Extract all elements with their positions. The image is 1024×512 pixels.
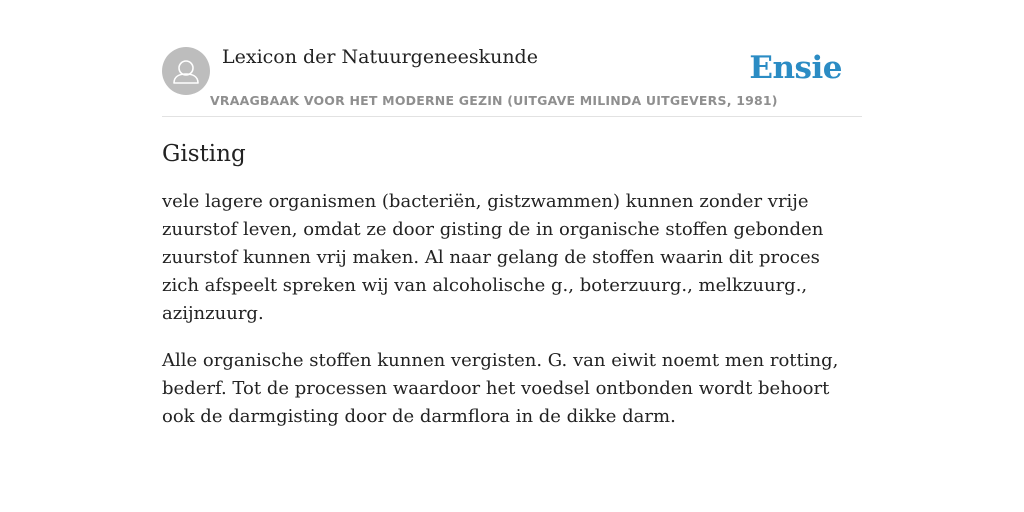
user-outline-icon bbox=[162, 47, 210, 95]
brand-logo[interactable]: Ensie bbox=[749, 50, 842, 86]
entry-paragraph: Alle organische stoffen kunnen vergisten. G. van eiwit noemt men rotting, bederf. Tot de processen waardoor het voedsel ontbonden wordt behoort ook de darmgisting door de darmflora in de dikke darm. bbox=[162, 350, 839, 427]
source-subtitle: VRAAGBAAK VOOR HET MODERNE GEZIN (UITGAVE MILINDA UITGEVERS, 1981) bbox=[210, 93, 778, 108]
entry-paragraph: vele lagere organismen (bacteriën, gistzwammen) kunnen zonder vrije zuurstof leven, omdat ze door gisting de in organische stoffen gebonden zuurstof kunnen vrij maken. Al naar gelang de stoffen waarin dit proces zich afspeelt spreken wij van alcoholische g., boterzuurg., melkzuurg., azijnzuurg. bbox=[162, 191, 824, 324]
source-header bbox=[162, 46, 862, 117]
entry-card bbox=[162, 46, 862, 431]
avatar[interactable] bbox=[162, 47, 210, 95]
source-title[interactable]: Lexicon der Natuurgeneeskunde bbox=[222, 46, 538, 68]
entry-term: Gisting bbox=[162, 141, 246, 167]
